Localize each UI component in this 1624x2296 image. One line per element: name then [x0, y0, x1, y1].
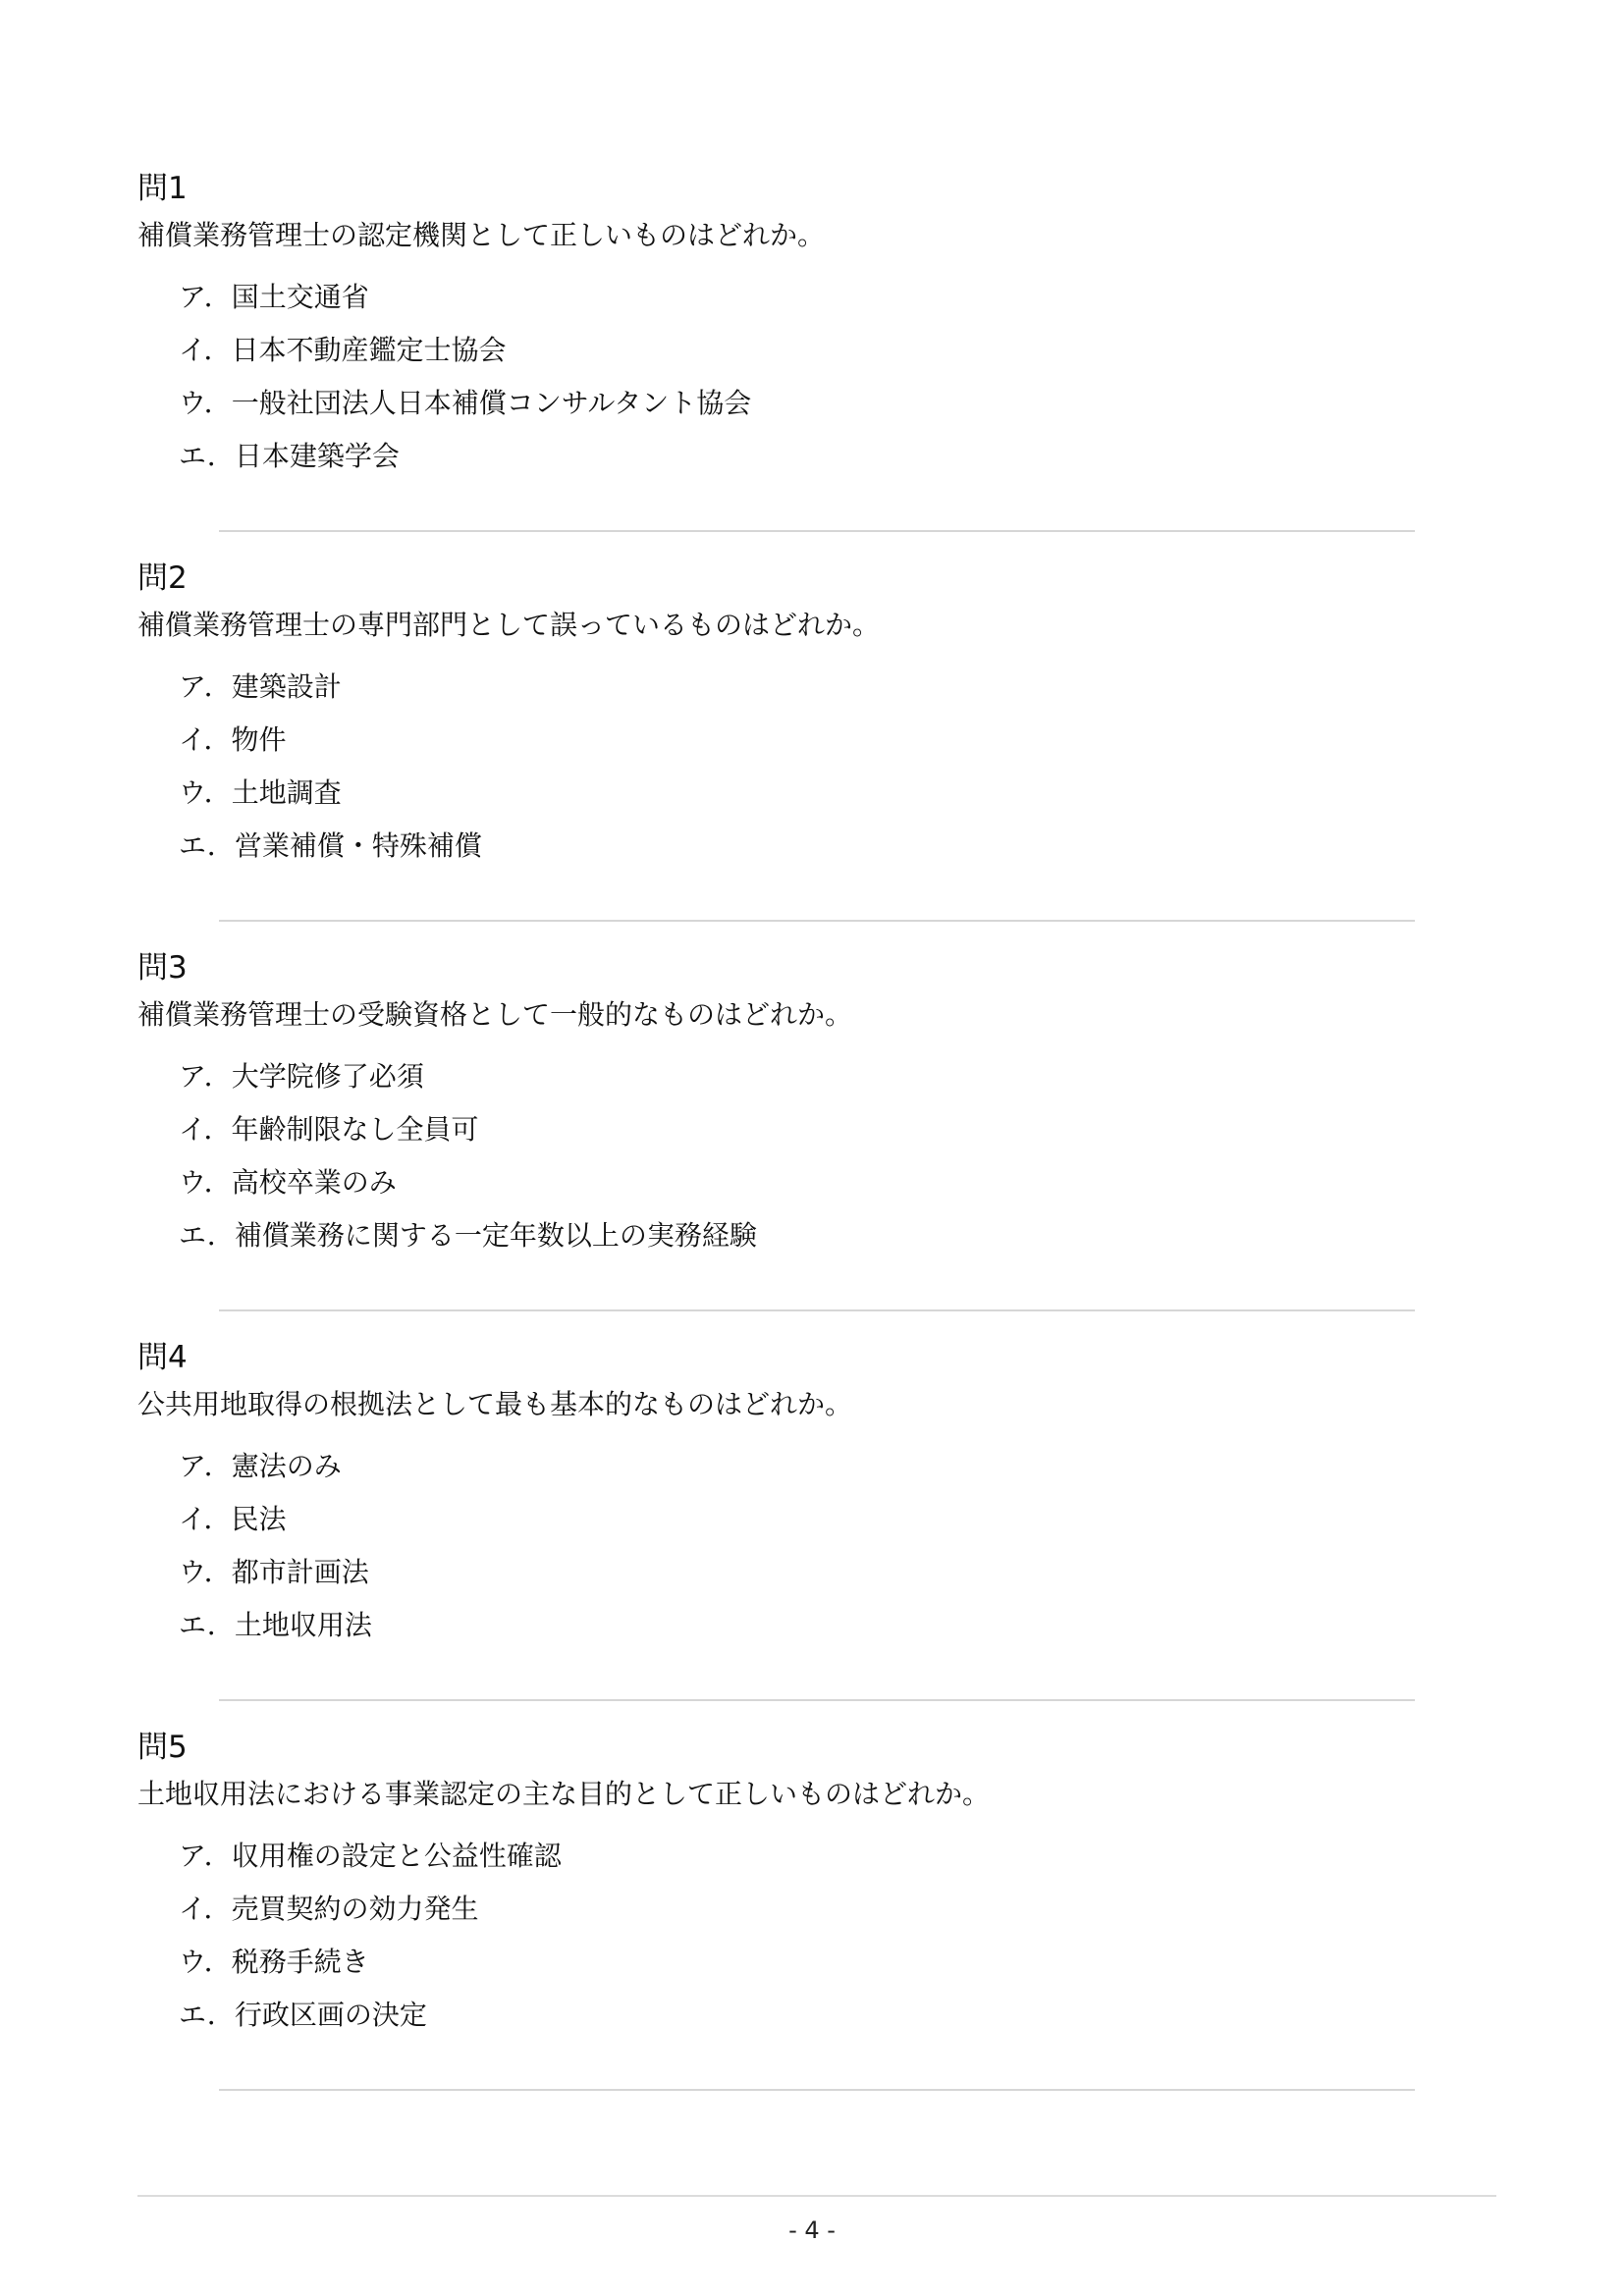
option-a: ア．国土交通省 — [179, 281, 369, 313]
option-list — [137, 279, 1414, 491]
option-list — [137, 668, 1414, 881]
option-a: ア．建築設計 — [179, 670, 342, 703]
question-5 — [137, 1728, 1414, 2050]
question-divider — [219, 1309, 1415, 1311]
question-text: 補償業務管理士の受験資格として一般的なものはどれか。 — [137, 998, 853, 1031]
question-text: 公共用地取得の根拠法として最も基本的なものはどれか。 — [137, 1388, 853, 1420]
question-divider — [219, 530, 1415, 532]
option-e: エ．行政区画の決定 — [179, 1999, 427, 2031]
option-e: エ．営業補償・特殊補償 — [179, 829, 482, 862]
question-3 — [137, 948, 1414, 1270]
question-number: 問2 — [137, 561, 188, 596]
option-e: エ．土地収用法 — [179, 1609, 372, 1641]
footer-divider — [137, 2195, 1496, 2197]
question-2 — [137, 559, 1414, 881]
option-i: イ．民法 — [179, 1503, 287, 1535]
page-number: - 4 - — [788, 2216, 836, 2244]
question-number: 問3 — [137, 950, 188, 986]
question-text: 土地収用法における事業認定の主な目的として正しいものはどれか。 — [137, 1778, 991, 1810]
option-a: ア．大学院修了必須 — [179, 1060, 424, 1093]
option-list — [137, 1448, 1414, 1660]
question-number: 問5 — [137, 1730, 188, 1765]
option-u: ウ．土地調査 — [179, 776, 342, 809]
question-divider — [219, 1699, 1415, 1701]
question-number: 問1 — [137, 171, 188, 206]
option-i: イ．売買契約の効力発生 — [179, 1893, 479, 1925]
option-u: ウ．高校卒業のみ — [179, 1166, 397, 1199]
option-i: イ．物件 — [179, 723, 287, 756]
question-1 — [137, 169, 1414, 491]
question-4 — [137, 1338, 1414, 1660]
option-e: エ．日本建築学会 — [179, 440, 400, 472]
option-a: ア．憲法のみ — [179, 1450, 342, 1482]
option-u: ウ．一般社団法人日本補償コンサルタント協会 — [179, 387, 752, 419]
question-divider — [219, 920, 1415, 922]
question-number: 問4 — [137, 1340, 188, 1375]
option-list — [137, 1058, 1414, 1270]
question-text: 補償業務管理士の専門部門として誤っているものはどれか。 — [137, 609, 881, 641]
option-i: イ．日本不動産鑑定士協会 — [179, 334, 507, 366]
option-list — [137, 1838, 1414, 2050]
question-divider — [219, 2089, 1415, 2091]
option-a: ア．収用権の設定と公益性確認 — [179, 1840, 562, 1872]
question-text: 補償業務管理士の認定機関として正しいものはどれか。 — [137, 219, 826, 251]
option-e: エ．補償業務に関する一定年数以上の実務経験 — [179, 1219, 757, 1252]
option-u: ウ．税務手続き — [179, 1946, 369, 1978]
option-i: イ．年齢制限なし全員可 — [179, 1113, 479, 1146]
option-u: ウ．都市計画法 — [179, 1556, 369, 1588]
